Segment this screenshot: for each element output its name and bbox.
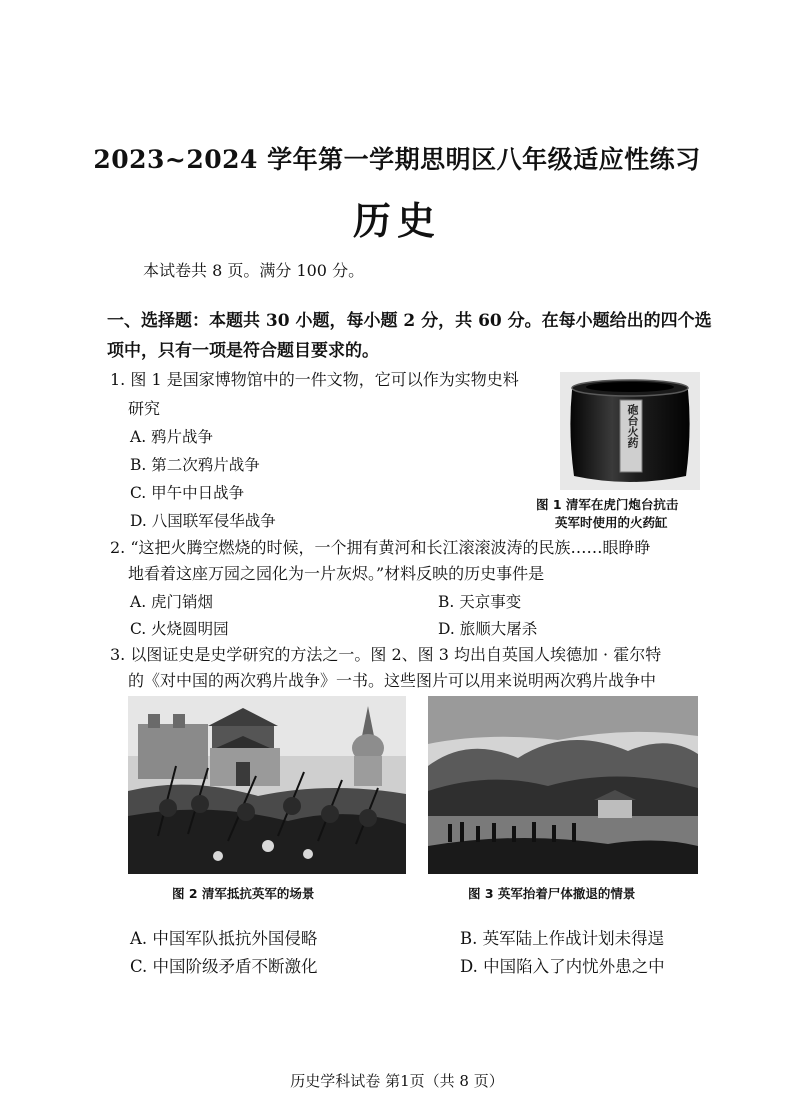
q2-stem-line1: 2. “这把火腾空燃烧的时候，一个拥有黄河和长江滚滚波涛的民族……眼睁睁 [110,538,651,557]
q1-option-b: B. 第二次鸦片战争 [130,456,260,474]
q2-option-a: A. 虎门销烟 [130,593,214,611]
q3-option-d: D. 中国陷入了内忧外患之中 [460,957,665,976]
q2-option-b: B. 天京事变 [438,593,522,611]
exam-info: 本试卷共 8 页。满分 100 分。 [143,261,365,280]
page-footer: 历史学科试卷 第1页（共 8 页） [290,1072,504,1090]
section-heading-line1: 一、选择题：本题共 30 小题，每小题 2 分，共 60 分。在每小题给出的四个选 [107,311,712,331]
figure3-retreat-scene [428,696,698,874]
figure2-caption: 图 2 清军抵抗英军的场景 [172,886,315,901]
figure1-caption-line2: 英军时使用的火药缸 [555,515,668,530]
q2-option-d: D. 旅顺大屠杀 [438,620,538,638]
q1-stem-line2: 研究 [128,399,161,418]
q3-option-a: A. 中国军队抵抗外国侵略 [130,929,318,948]
q1-option-a: A. 鸦片战争 [130,428,214,446]
q3-stem-line1: 3. 以图证史是史学研究的方法之一。图 2、图 3 均出自英国人埃德加 · 霍尔特 [110,645,662,664]
figure1-caption-line1: 图 1 清军在虎门炮台抗击 [536,497,679,512]
subject-title: 历史 [352,198,441,243]
q2-stem-line2: 地看着这座万园之园化为一片灰烬。”材料反映的历史事件是 [128,564,545,583]
q1-option-d: D. 八国联军侵华战争 [130,512,276,530]
q2-option-c: C. 火烧圆明园 [130,620,229,638]
figure1-jar-label: 砲台火药 [626,404,639,448]
q3-stem-line2: 的《对中国的两次鸦片战争》一书。这些图片可以用来说明两次鸦片战争中 [128,671,657,690]
section-heading-line2: 项中，只有一项是符合题目要求的。 [107,341,379,361]
q3-option-b: B. 英军陆上作战计划未得逞 [460,929,665,948]
q3-option-c: C. 中国阶级矛盾不断激化 [130,957,318,976]
figure1-powder-jar [560,372,700,490]
q1-stem-line1: 1. 图 1 是国家博物馆中的一件文物，它可以作为实物史料 [110,370,519,389]
figure2-battle-scene [128,696,406,874]
q1-option-c: C. 甲午中日战争 [130,484,245,502]
exam-title: 2023~2024 学年第一学期思明区八年级适应性练习 [93,145,701,174]
figure3-caption: 图 3 英军抬着尸体撤退的情景 [468,886,636,901]
